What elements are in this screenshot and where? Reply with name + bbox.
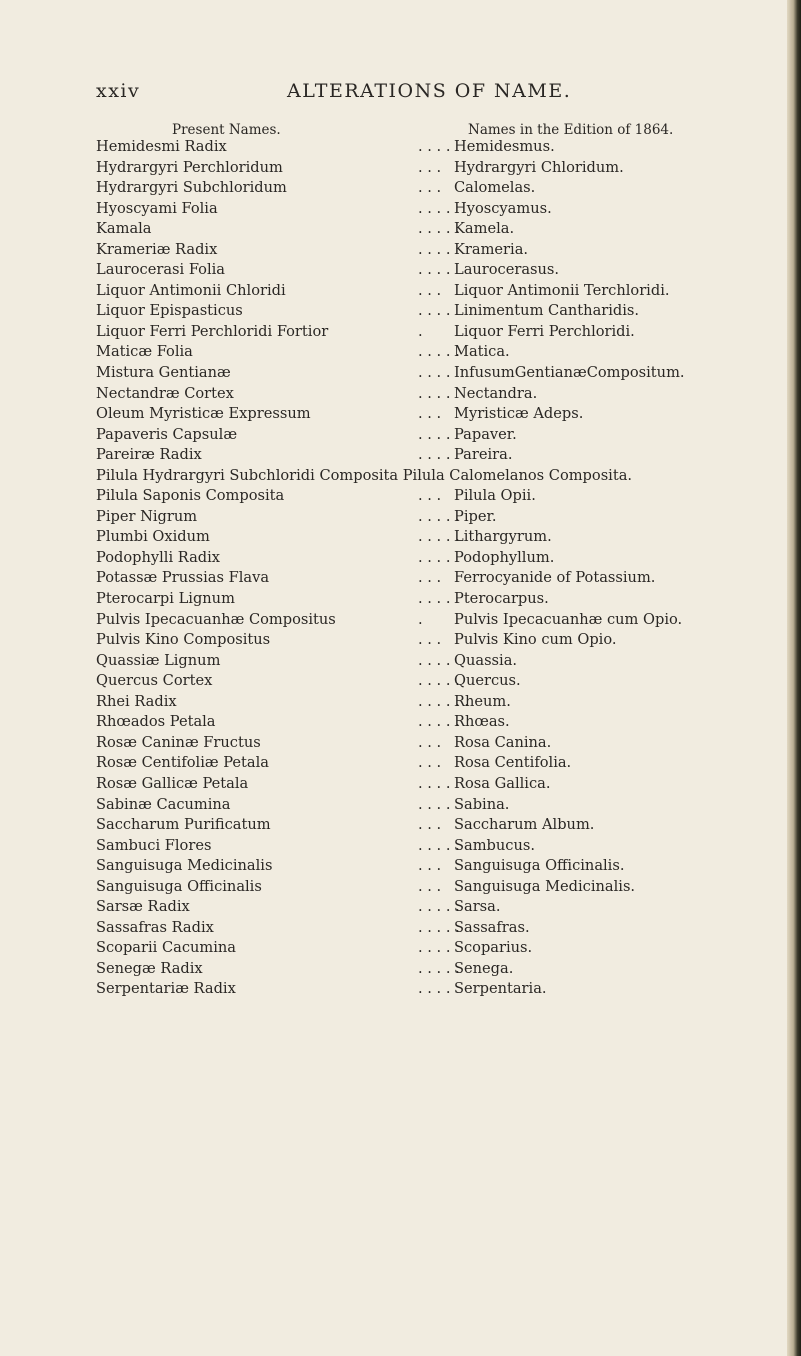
leader-dots: . . . . . xyxy=(418,528,460,546)
leader-dots: . . . . xyxy=(418,548,451,566)
list-item xyxy=(96,856,786,877)
leader-dots: . . . . . xyxy=(418,959,460,977)
leader-dots: . . . . xyxy=(418,651,451,669)
former-name: Quercus. xyxy=(454,672,521,690)
list-item xyxy=(96,979,786,1000)
list-item xyxy=(96,938,786,959)
leader-dots: . . . xyxy=(418,487,442,505)
present-name: Nectandræ Cortex xyxy=(96,384,234,402)
former-name: Piper. xyxy=(454,507,497,525)
former-name: Laurocerasus. xyxy=(454,261,560,279)
leader-dots: . . . . xyxy=(418,364,451,382)
leader-dots: . . . . xyxy=(418,939,451,957)
list-item xyxy=(96,466,786,487)
list-item xyxy=(96,918,786,939)
former-name: Rhœas. xyxy=(454,713,510,731)
former-name: Liquor Ferri Perchloridi. xyxy=(454,322,635,340)
list-item xyxy=(96,404,786,425)
leader-dots: . . . xyxy=(418,877,442,895)
former-name: Rosa Canina. xyxy=(454,733,552,751)
former-name: Pilula Calomelanos Composita. xyxy=(402,466,633,484)
present-name: Maticæ Folia xyxy=(96,343,193,361)
leader-dots: . xyxy=(418,610,423,628)
present-name: Rhœados Petala xyxy=(96,713,216,731)
present-name: Pterocarpi Lignum xyxy=(96,590,235,608)
list-item xyxy=(96,219,786,240)
list-item xyxy=(96,240,786,261)
leader-dots: . . . xyxy=(418,816,442,834)
present-name: Papaveris Capsulæ xyxy=(96,425,238,443)
list-item xyxy=(96,692,786,713)
list-item xyxy=(96,527,786,548)
present-name: Scoparii Cacumina xyxy=(96,939,236,957)
present-name: Potassæ Prussias Flava xyxy=(96,569,270,587)
list-item xyxy=(96,671,786,692)
present-name: Mistura Gentianæ xyxy=(96,364,231,382)
former-name: Sassafras. xyxy=(454,918,530,936)
present-name: Hemidesmi Radix xyxy=(96,138,227,155)
list-item xyxy=(96,630,786,651)
present-name: Liquor Ferri Perchloridi Fortior xyxy=(96,322,329,340)
former-name: Pulvis Kino cum Opio. xyxy=(454,631,617,649)
list-item xyxy=(96,959,786,980)
list-item xyxy=(96,774,786,795)
present-name: Hydrargyri Subchloridum xyxy=(96,179,287,197)
former-name: Linimentum Cantharidis. xyxy=(454,302,640,320)
former-name: Hemidesmus. xyxy=(454,138,555,155)
list-item xyxy=(96,384,786,405)
leader-dots: . xyxy=(418,322,423,340)
present-name: Pulvis Kino Compositus xyxy=(96,631,271,649)
present-name: Pilula Saponis Composita xyxy=(96,487,285,505)
list-item xyxy=(96,733,786,754)
leader-dots: . . . xyxy=(418,405,442,423)
list-item xyxy=(96,753,786,774)
former-name: Sambucus. xyxy=(454,836,535,854)
page-header xyxy=(96,80,656,104)
former-name: Sabina. xyxy=(454,795,510,813)
present-name: Senegæ Radix xyxy=(96,959,203,977)
former-name: Matica. xyxy=(454,343,510,361)
list-item xyxy=(96,610,786,631)
list-item xyxy=(96,158,786,179)
former-name: Sanguisuga Officinalis. xyxy=(454,857,625,875)
present-name: Quassiæ Lignum xyxy=(96,651,221,669)
former-name: Rosa Centifolia. xyxy=(454,754,572,772)
former-name: Myristicæ Adeps. xyxy=(454,405,584,423)
present-name: Laurocerasi Folia xyxy=(96,261,225,279)
former-name: Ferrocyanide of Potassium. xyxy=(454,569,656,587)
leader-dots: . . . . xyxy=(418,425,451,443)
present-name: Rhei Radix xyxy=(96,692,177,710)
present-name: Kamala xyxy=(96,220,152,238)
leader-dots: . . . xyxy=(418,281,442,299)
leader-dots: . . . xyxy=(418,158,442,176)
list-item xyxy=(96,877,786,898)
present-name: Rosæ Centifoliæ Petala xyxy=(96,754,269,772)
leader-dots: . . . . . xyxy=(418,507,460,525)
list-item xyxy=(96,322,786,343)
leader-dots: . . . . xyxy=(418,795,451,813)
list-item xyxy=(96,651,786,672)
present-name: Podophylli Radix xyxy=(96,548,221,566)
list-item xyxy=(96,425,786,446)
list-item xyxy=(96,301,786,322)
present-name: Hydrargyri Perchloridum xyxy=(96,158,283,176)
list-item xyxy=(96,363,786,384)
present-name: Hyoscyami Folia xyxy=(96,199,218,217)
leader-dots: . . . . xyxy=(418,980,451,998)
present-name: Quercus Cortex xyxy=(96,672,213,690)
present-name: Liquor Epispasticus xyxy=(96,302,243,320)
list-item xyxy=(96,548,786,569)
list-item xyxy=(96,137,786,158)
present-name: Liquor Antimonii Chloridi xyxy=(96,281,286,299)
list-item xyxy=(96,342,786,363)
present-name: Pilula Hydrargyri Subchloridi Composita xyxy=(96,466,399,484)
present-name: Serpentariæ Radix xyxy=(96,980,236,998)
former-name: Liquor Antimonii Terchloridi. xyxy=(454,281,670,299)
former-name: InfusumGentianæCompositum. xyxy=(454,364,685,382)
present-name: Rosæ Gallicæ Petala xyxy=(96,774,249,792)
leader-dots: . . . . xyxy=(418,302,451,320)
list-item xyxy=(96,712,786,733)
former-name: Pareira. xyxy=(454,446,513,464)
list-item xyxy=(96,281,786,302)
leader-dots: . . . . . xyxy=(418,343,460,361)
former-name: Scoparius. xyxy=(454,939,533,957)
leader-dots: . . . . . xyxy=(418,918,460,936)
former-name: Rosa Gallica. xyxy=(454,774,551,792)
former-name: Papaver. xyxy=(454,425,517,443)
former-name: Hyoscyamus. xyxy=(454,199,552,217)
leader-dots: . . . . xyxy=(418,138,451,155)
former-name: Pulvis Ipecacuanhæ cum Opio. xyxy=(454,610,683,628)
leader-dots: . . . . . xyxy=(418,713,460,731)
leader-dots: . . . xyxy=(418,754,442,772)
list-item xyxy=(96,199,786,220)
page-title: ALTERATIONS OF NAME. xyxy=(287,80,572,102)
leader-dots: . . . xyxy=(418,631,442,649)
leader-dots: . . . . . xyxy=(418,672,460,690)
present-name: Sanguisuga Medicinalis xyxy=(96,857,273,875)
leader-dots: . . . . xyxy=(418,774,451,792)
list-item xyxy=(96,178,786,199)
leader-dots: . . . xyxy=(418,569,442,587)
list-item xyxy=(96,568,786,589)
former-name: Rheum. xyxy=(454,692,511,710)
present-name: Pareiræ Radix xyxy=(96,446,202,464)
leader-dots: . . . . . xyxy=(418,220,460,238)
present-name: Saccharum Purificatum xyxy=(96,816,271,834)
leader-dots: . . . . xyxy=(418,261,451,279)
former-name: Sarsa. xyxy=(454,898,501,916)
present-names-heading: Present Names. xyxy=(172,122,281,138)
former-name: Krameria. xyxy=(454,240,529,258)
list-item xyxy=(96,486,786,507)
present-name: Plumbi Oxidum xyxy=(96,528,210,546)
leader-dots: . . . . xyxy=(418,590,451,608)
present-name: Sabinæ Cacumina xyxy=(96,795,231,813)
leader-dots: . . . xyxy=(418,179,442,197)
present-name: Krameriæ Radix xyxy=(96,240,218,258)
leader-dots: . . . . . xyxy=(418,836,460,854)
list-item xyxy=(96,897,786,918)
list-item xyxy=(96,589,786,610)
leader-dots: . . . . xyxy=(418,384,451,402)
full-width-entry xyxy=(96,466,632,487)
list-item xyxy=(96,260,786,281)
former-name: Quassia. xyxy=(454,651,518,669)
page-edge-shadow xyxy=(787,0,801,1356)
present-name: Oleum Myristicæ Expressum xyxy=(96,405,311,423)
present-name: Sambuci Flores xyxy=(96,836,212,854)
leader-dots: . . . . xyxy=(418,199,451,217)
list-item xyxy=(96,507,786,528)
present-name: Sassafras Radix xyxy=(96,918,214,936)
name-alterations-list xyxy=(96,137,786,1000)
leader-dots: . . . . . . xyxy=(418,692,470,710)
former-name: Kamela. xyxy=(454,220,515,238)
leader-dots: . . . . xyxy=(418,446,451,464)
former-name: Saccharum Album. xyxy=(454,816,595,834)
former-name: Pilula Opii. xyxy=(454,487,536,505)
former-name: Nectandra. xyxy=(454,384,538,402)
leader-dots: . . . . . xyxy=(418,898,460,916)
present-name: Rosæ Caninæ Fructus xyxy=(96,733,261,751)
former-name: Calomelas. xyxy=(454,179,536,197)
leader-dots: . . . xyxy=(418,857,442,875)
list-item xyxy=(96,795,786,816)
present-name: Pulvis Ipecacuanhæ Compositus xyxy=(96,610,336,628)
former-name: Serpentaria. xyxy=(454,980,547,998)
leader-dots: . . . xyxy=(418,733,442,751)
old-names-heading: Names in the Edition of 1864. xyxy=(468,122,674,138)
list-item xyxy=(96,445,786,466)
list-item xyxy=(96,836,786,857)
present-name: Sanguisuga Officinalis xyxy=(96,877,262,895)
former-name: Senega. xyxy=(454,959,514,977)
page-number: xxiv xyxy=(96,80,141,102)
present-name: Piper Nigrum xyxy=(96,507,198,525)
former-name: Sanguisuga Medicinalis. xyxy=(454,877,636,895)
present-name: Sarsæ Radix xyxy=(96,898,190,916)
former-name: Pterocarpus. xyxy=(454,590,549,608)
former-name: Podophyllum. xyxy=(454,548,555,566)
list-item xyxy=(96,815,786,836)
former-name: Lithargyrum. xyxy=(454,528,552,546)
former-name: Hydrargyri Chloridum. xyxy=(454,158,624,176)
leader-dots: . . . . xyxy=(418,240,451,258)
